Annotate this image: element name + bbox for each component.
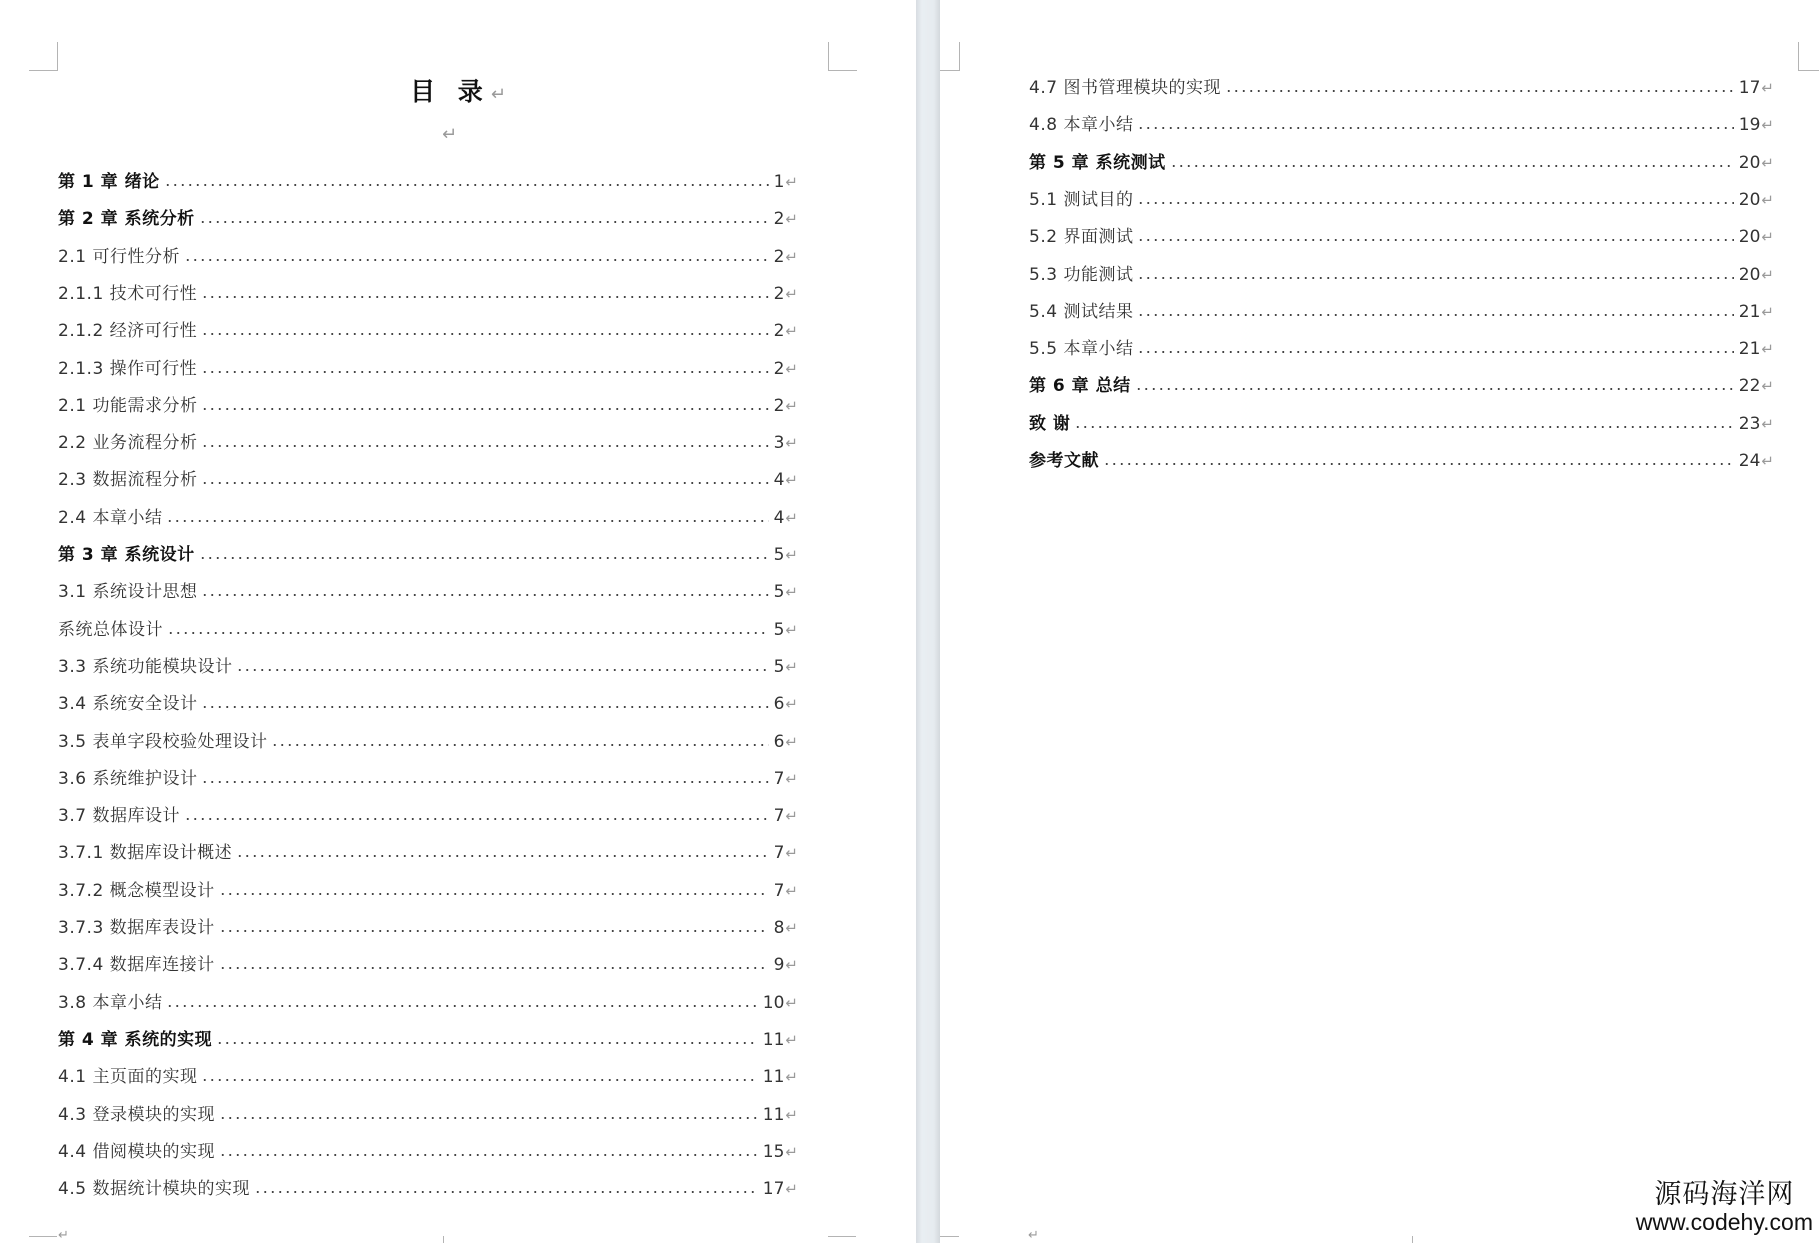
toc-leader-dots [219, 893, 769, 895]
toc-entry[interactable] [58, 727, 798, 753]
toc-leader-dots [271, 744, 768, 746]
toc-entry-page: 2 [773, 246, 785, 267]
toc-entry[interactable] [58, 167, 798, 193]
toc-leader-dots [199, 557, 769, 559]
page-footer-tick [1412, 1236, 1413, 1243]
toc-leader-dots [1137, 277, 1733, 279]
toc-entry[interactable] [1029, 73, 1774, 99]
toc-entry-page: 9 [773, 955, 785, 976]
paragraph-mark: ↵ [490, 84, 506, 105]
toc-entry-page: 2 [773, 209, 785, 230]
toc-entry[interactable] [1029, 185, 1774, 211]
toc-entry-title: 5.2 界面测试 [1029, 227, 1134, 248]
paragraph-mark: ↵ [785, 769, 798, 788]
toc-entry-page: 11 [762, 1029, 785, 1050]
toc-entry-title: 2.1.1 技术可行性 [58, 283, 198, 304]
toc-entry-title: 2.1.3 操作可行性 [58, 358, 198, 379]
paragraph-mark: ↵ [785, 508, 798, 527]
paragraph-mark: ↵ [785, 284, 798, 303]
toc-leader-dots [201, 296, 768, 298]
toc-entry-page: 2 [773, 395, 785, 416]
toc-leader-dots [201, 371, 768, 373]
toc-entry[interactable] [58, 577, 798, 603]
toc-leader-dots [201, 1079, 757, 1081]
toc-leader-dots [1135, 388, 1734, 390]
toc-leader-dots [201, 333, 768, 335]
toc-entry[interactable] [1029, 222, 1774, 248]
toc-entry-page: 2 [773, 321, 785, 342]
toc-entry-title: 3.6 系统维护设计 [58, 768, 198, 789]
paragraph-mark: ↵ [785, 956, 798, 975]
paragraph-mark: ↵ [1761, 340, 1774, 359]
toc-entry-page: 20 [1738, 227, 1761, 248]
toc-entry-title: 第 5 章 系统测试 [1029, 152, 1166, 173]
paragraph-mark: ↵ [1761, 116, 1774, 135]
toc-entry-title: 3.5 表单字段校验处理设计 [58, 731, 268, 752]
paragraph-mark: ↵ [785, 732, 798, 751]
toc-leader-dots [199, 221, 769, 223]
paragraph-mark: ↵ [1761, 302, 1774, 321]
toc-entry-title: 2.4 本章小结 [58, 507, 163, 528]
toc-entry-page: 20 [1738, 264, 1761, 285]
toc-leader-dots [166, 520, 768, 522]
toc-leader-dots [184, 818, 769, 820]
paragraph-mark: ↵ [1761, 414, 1774, 433]
paragraph-mark: ↵ [785, 546, 798, 564]
toc-entry-page: 2 [773, 283, 785, 304]
toc-entry[interactable] [58, 1137, 798, 1163]
toc-entry-title: 4.3 登录模块的实现 [58, 1104, 215, 1125]
toc-list [940, 0, 1819, 1243]
toc-entry-page: 23 [1738, 413, 1761, 434]
toc-entry[interactable] [58, 876, 798, 902]
paragraph-mark: ↵ [785, 993, 798, 1012]
toc-entry-page: 20 [1738, 152, 1761, 173]
paragraph-mark: ↵ [785, 434, 798, 453]
toc-entry-title: 致 谢 [1029, 413, 1071, 434]
toc-entry-title: 3.7.4 数据库连接计 [58, 955, 215, 976]
toc-entry-page: 6 [773, 694, 785, 715]
paragraph-mark: ↵ [785, 322, 798, 341]
toc-entry-title: 2.1 功能需求分析 [58, 395, 198, 416]
paragraph-mark: ↵ [442, 124, 458, 145]
toc-entry-page: 17 [1738, 78, 1761, 98]
toc-entry-page: 4 [773, 470, 785, 491]
toc-entry[interactable] [1029, 446, 1774, 472]
paragraph-mark: ↵ [785, 1068, 798, 1087]
toc-entry-title: 4.4 借阅模块的实现 [58, 1141, 215, 1162]
toc-entry[interactable] [58, 540, 798, 566]
toc-entry[interactable] [58, 838, 798, 864]
toc-leader-dots [1137, 351, 1733, 353]
toc-leader-dots [201, 482, 768, 484]
toc-entry-title: 第 6 章 总结 [1029, 376, 1131, 397]
toc-entry[interactable] [58, 1062, 798, 1088]
paragraph-mark: ↵ [785, 919, 798, 937]
toc-entry[interactable] [58, 801, 798, 827]
paragraph-mark: ↵ [785, 247, 798, 266]
toc-leader-dots [167, 632, 769, 634]
paragraph-mark: ↵ [1761, 190, 1774, 209]
paragraph-mark: ↵ [1761, 452, 1774, 470]
toc-leader-dots [1137, 202, 1733, 204]
toc-leader-dots [219, 930, 769, 932]
toc-entry-title: 第 1 章 绪论 [58, 172, 160, 192]
paragraph-mark: ↵ [1761, 228, 1774, 247]
toc-entry[interactable] [58, 391, 798, 417]
toc-entry-title: 参考文献 [1029, 451, 1099, 471]
toc-leader-dots [219, 967, 769, 969]
toc-entry-page: 6 [773, 731, 785, 752]
toc-entry-title: 4.8 本章小结 [1029, 115, 1134, 136]
document-page-right[interactable] [940, 0, 1819, 1243]
toc-entry-page: 4 [773, 507, 785, 528]
toc-entry[interactable] [58, 242, 798, 268]
toc-entry-page: 11 [762, 1067, 785, 1088]
toc-entry-title: 5.5 本章小结 [1029, 339, 1134, 360]
paragraph-mark: ↵ [785, 471, 798, 490]
paragraph-mark: ↵ [1761, 265, 1774, 284]
toc-entry[interactable] [58, 428, 798, 454]
toc-entry[interactable] [58, 1025, 798, 1051]
toc-entry[interactable] [58, 950, 798, 976]
toc-leader-dots [236, 855, 768, 857]
paragraph-mark: ↵ [785, 583, 798, 602]
toc-entry-title: 3.1 系统设计思想 [58, 582, 198, 603]
toc-entry[interactable] [58, 503, 798, 529]
toc-entry-page: 15 [762, 1141, 785, 1162]
toc-leader-dots [201, 706, 768, 708]
toc-entry-title: 4.5 数据统计模块的实现 [58, 1179, 250, 1200]
toc-leader-dots [201, 594, 768, 596]
toc-entry-page: 7 [773, 880, 785, 901]
toc-leader-dots [219, 1154, 758, 1156]
toc-leader-dots [1225, 90, 1734, 92]
paragraph-mark: ↵ [785, 844, 798, 863]
toc-entry[interactable] [58, 689, 798, 715]
toc-leader-dots [1137, 314, 1733, 316]
paragraph-mark: ↵ [58, 1228, 69, 1243]
toc-leader-dots [1137, 127, 1733, 129]
paragraph-mark: ↵ [785, 396, 798, 415]
toc-leader-dots [219, 1117, 758, 1119]
toc-leader-dots [1103, 463, 1734, 465]
toc-entry[interactable] [1029, 409, 1774, 435]
toc-leader-dots [201, 408, 768, 410]
toc-entry-title: 第 4 章 系统的实现 [58, 1029, 213, 1050]
toc-entry-page: 5 [773, 582, 785, 603]
toc-entry-page: 8 [773, 918, 785, 938]
toc-entry-title: 2.3 数据流程分析 [58, 470, 198, 491]
toc-entry-page: 22 [1738, 376, 1761, 397]
paragraph-mark: ↵ [1761, 79, 1774, 97]
paragraph-mark: ↵ [1761, 153, 1774, 172]
toc-entry[interactable] [58, 1100, 798, 1126]
toc-entry[interactable] [1029, 110, 1774, 136]
toc-leader-dots [184, 259, 769, 261]
paragraph-mark: ↵ [785, 881, 798, 900]
toc-entry-page: 7 [773, 806, 785, 827]
toc-entry[interactable] [1029, 297, 1774, 323]
toc-entry[interactable] [58, 913, 798, 939]
toc-entry-title: 3.7.2 概念模型设计 [58, 880, 215, 901]
toc-leader-dots [201, 445, 768, 447]
toc-entry-page: 2 [773, 358, 785, 379]
toc-entry-title: 5.1 测试目的 [1029, 189, 1134, 210]
toc-leader-dots [201, 781, 768, 783]
toc-entry-page: 5 [773, 545, 785, 565]
toc-entry-page: 7 [773, 843, 785, 864]
toc-leader-dots [236, 669, 768, 671]
toc-leader-dots [216, 1042, 758, 1044]
toc-leader-dots [166, 1005, 757, 1007]
toc-entry-page: 3 [773, 433, 785, 454]
paragraph-mark: ↵ [785, 657, 798, 676]
paragraph-mark: ↵ [785, 173, 798, 191]
toc-title[interactable]: 目 录↵ [410, 77, 506, 106]
toc-leader-dots [164, 184, 769, 186]
toc-entry-page: 17 [762, 1179, 785, 1200]
toc-entry[interactable] [58, 465, 798, 491]
toc-entry-title: 4.1 主页面的实现 [58, 1067, 198, 1088]
toc-entry[interactable] [1029, 148, 1774, 174]
toc-leader-dots [1137, 239, 1733, 241]
paragraph-mark: ↵ [785, 1030, 798, 1049]
toc-entry-title: 3.7 数据库设计 [58, 806, 180, 827]
toc-entry-page: 5 [773, 656, 785, 677]
paragraph-mark: ↵ [785, 359, 798, 378]
toc-entry[interactable] [58, 316, 798, 342]
toc-entry[interactable] [58, 615, 798, 641]
toc-entry-title: 2.1 可行性分析 [58, 246, 180, 267]
toc-entry-title: 3.7.1 数据库设计概述 [58, 843, 233, 864]
toc-entry[interactable] [1029, 334, 1774, 360]
toc-entry-page: 19 [1738, 115, 1761, 136]
paragraph-mark: ↵ [785, 1142, 798, 1161]
toc-entry-title: 2.2 业务流程分析 [58, 433, 198, 454]
toc-entry-title: 5.3 功能测试 [1029, 264, 1134, 285]
toc-entry-title: 3.7.3 数据库表设计 [58, 918, 215, 938]
watermark [1636, 1179, 1813, 1235]
paragraph-mark: ↵ [1028, 1228, 1039, 1243]
toc-leader-dots [254, 1191, 758, 1193]
toc-entry-title: 第 3 章 系统设计 [58, 545, 195, 565]
toc-entry[interactable] [58, 764, 798, 790]
toc-leader-dots [1170, 165, 1734, 167]
toc-entry-page: 10 [762, 992, 785, 1013]
toc-entry[interactable] [58, 988, 798, 1014]
toc-entry-title: 3.4 系统安全设计 [58, 694, 198, 715]
toc-entry-title: 3.3 系统功能模块设计 [58, 656, 233, 677]
toc-entry-page: 5 [773, 619, 785, 640]
paragraph-mark: ↵ [785, 1105, 798, 1124]
toc-entry[interactable] [58, 204, 798, 230]
watermark-name: 源码海洋网 [1654, 1179, 1795, 1209]
watermark-url: www.codehy.com [1635, 1209, 1813, 1235]
toc-entry-page: 1 [773, 172, 785, 192]
paragraph-mark: ↵ [785, 1180, 798, 1199]
toc-entry[interactable] [58, 354, 798, 380]
toc-entry-title: 第 2 章 系统分析 [58, 209, 195, 230]
toc-entry-title: 3.8 本章小结 [58, 992, 163, 1013]
toc-entry[interactable] [58, 279, 798, 305]
page-footer-tick [443, 1236, 444, 1243]
toc-entry[interactable] [58, 1174, 798, 1200]
paragraph-mark: ↵ [785, 807, 798, 826]
page-gap [916, 0, 940, 1243]
paragraph-mark: ↵ [785, 620, 798, 639]
toc-entry-page: 24 [1738, 451, 1761, 471]
toc-entry[interactable] [1029, 260, 1774, 286]
toc-entry-title: 2.1.2 经济可行性 [58, 321, 198, 342]
paragraph-mark: ↵ [785, 210, 798, 229]
paragraph-mark: ↵ [785, 695, 798, 714]
toc-entry[interactable] [1029, 371, 1774, 397]
toc-entry-title: 系统总体设计 [58, 619, 163, 640]
toc-leader-dots [1074, 426, 1733, 428]
toc-entry-page: 21 [1738, 301, 1761, 322]
toc-entry-page: 20 [1738, 189, 1761, 210]
toc-entry-page: 7 [773, 768, 785, 789]
toc-entry-page: 21 [1738, 339, 1761, 360]
toc-entry[interactable] [58, 652, 798, 678]
toc-entry-title: 5.4 测试结果 [1029, 301, 1134, 322]
toc-entry-page: 11 [762, 1104, 785, 1125]
toc-entry-title: 4.7 图书管理模块的实现 [1029, 78, 1221, 98]
paragraph-mark: ↵ [1761, 377, 1774, 396]
